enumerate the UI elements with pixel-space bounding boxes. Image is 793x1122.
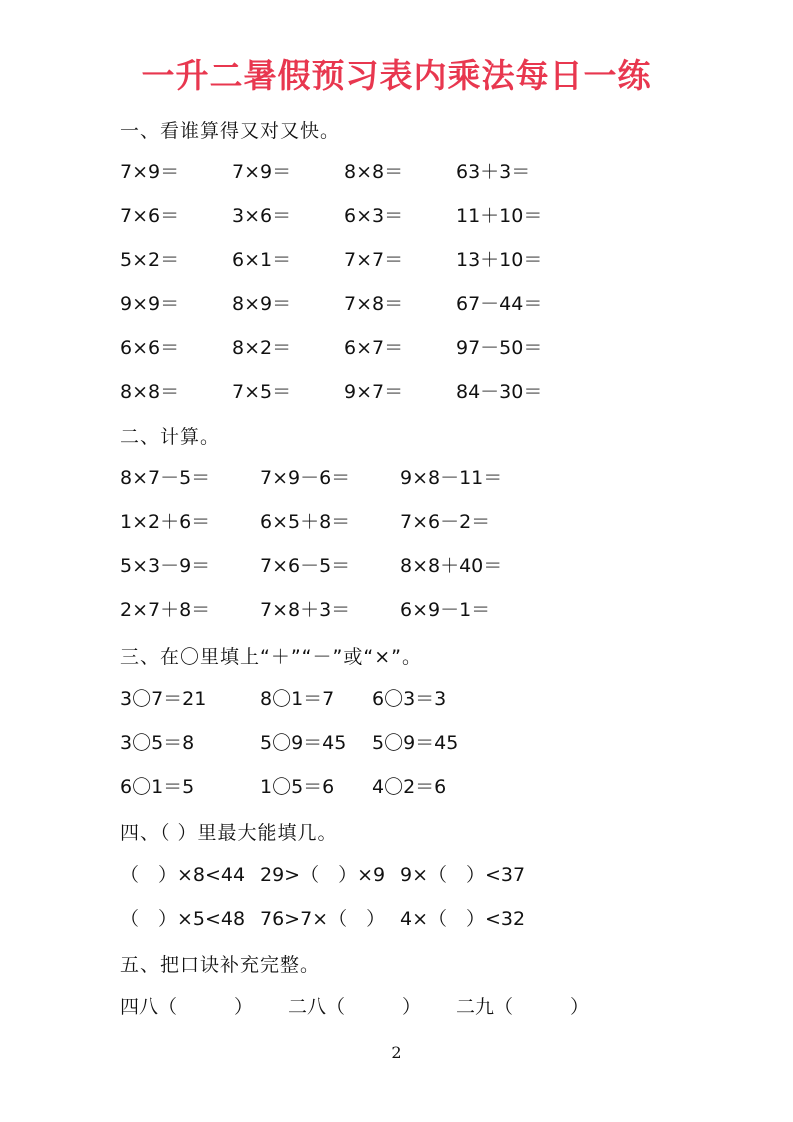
problem-item: 4×（ ）<32 <box>400 908 526 930</box>
problem-item: 9×8－11＝ <box>400 467 503 489</box>
problem-item: 7×7＝ <box>344 249 404 271</box>
problem-item: 67－44＝ <box>456 293 543 315</box>
problem-item: 二八（ ） <box>288 996 422 1018</box>
problem-item: 7×5＝ <box>232 381 292 403</box>
problem-item: 76>7×（ ） <box>260 908 386 930</box>
problem-item: 6×9－1＝ <box>400 599 491 621</box>
problem-item: 1〇5＝6 <box>260 776 335 798</box>
problem-item: 6×6＝ <box>120 337 180 359</box>
problem-item: 1×2＋6＝ <box>120 511 211 533</box>
section-5-heading: 五、把口诀补充完整。 <box>120 954 321 976</box>
page-number: 2 <box>391 1043 402 1062</box>
problem-item: 6×3＝ <box>344 205 404 227</box>
problem-item: 四八（ ） <box>120 996 254 1018</box>
problem-item: （ ）×5<48 <box>120 908 246 930</box>
section-3-heading: 三、在〇里填上“＋”“－”或“×”。 <box>120 646 422 668</box>
problem-item: 3〇5＝8 <box>120 732 195 754</box>
problem-item: 8〇1＝7 <box>260 688 335 710</box>
problem-item: 8×8＝ <box>120 381 180 403</box>
problem-item: 8×8＋40＝ <box>400 555 503 577</box>
problem-item: 8×9＝ <box>232 293 292 315</box>
problem-item: 5〇9＝45 <box>260 732 347 754</box>
problem-item: 3〇7＝21 <box>120 688 207 710</box>
problem-item: 7×9＝ <box>120 161 180 183</box>
problem-item: 5〇9＝45 <box>372 732 459 754</box>
problem-item: 6〇1＝5 <box>120 776 195 798</box>
problem-item: 2×7＋8＝ <box>120 599 211 621</box>
problem-item: 7×9＝ <box>232 161 292 183</box>
problem-item: 84－30＝ <box>456 381 543 403</box>
problem-item: （ ）×8<44 <box>120 864 246 886</box>
problem-item: 6×5＋8＝ <box>260 511 351 533</box>
problem-item: 7×6＝ <box>120 205 180 227</box>
problem-item: 7×8＋3＝ <box>260 599 351 621</box>
problem-item: 7×9－6＝ <box>260 467 351 489</box>
problem-item: 6×7＝ <box>344 337 404 359</box>
problem-item: 二九（ ） <box>456 996 590 1018</box>
problem-item: 9×7＝ <box>344 381 404 403</box>
section-1-heading: 一、看谁算得又对又快。 <box>120 120 341 142</box>
section-2-heading: 二、计算。 <box>120 426 221 448</box>
worksheet-title: 一升二暑假预习表内乘法每日一练 <box>141 56 652 95</box>
problem-item: 6×1＝ <box>232 249 292 271</box>
section-4-heading: 四、（ ）里最大能填几。 <box>120 822 338 844</box>
problem-item: 8×7－5＝ <box>120 467 211 489</box>
problem-item: 29>（ ）×9 <box>260 864 386 886</box>
problem-item: 97－50＝ <box>456 337 543 359</box>
problem-item: 7×6－2＝ <box>400 511 491 533</box>
problem-item: 7×8＝ <box>344 293 404 315</box>
problem-item: 11＋10＝ <box>456 205 543 227</box>
problem-item: 4〇2＝6 <box>372 776 447 798</box>
problem-item: 5×3－9＝ <box>120 555 211 577</box>
problem-item: 63＋3＝ <box>456 161 531 183</box>
problem-item: 9×（ ）<37 <box>400 864 526 886</box>
problem-item: 8×8＝ <box>344 161 404 183</box>
problem-item: 8×2＝ <box>232 337 292 359</box>
problem-item: 3×6＝ <box>232 205 292 227</box>
problem-item: 9×9＝ <box>120 293 180 315</box>
problem-item: 5×2＝ <box>120 249 180 271</box>
problem-item: 6〇3＝3 <box>372 688 447 710</box>
problem-item: 13＋10＝ <box>456 249 543 271</box>
problem-item: 7×6－5＝ <box>260 555 351 577</box>
